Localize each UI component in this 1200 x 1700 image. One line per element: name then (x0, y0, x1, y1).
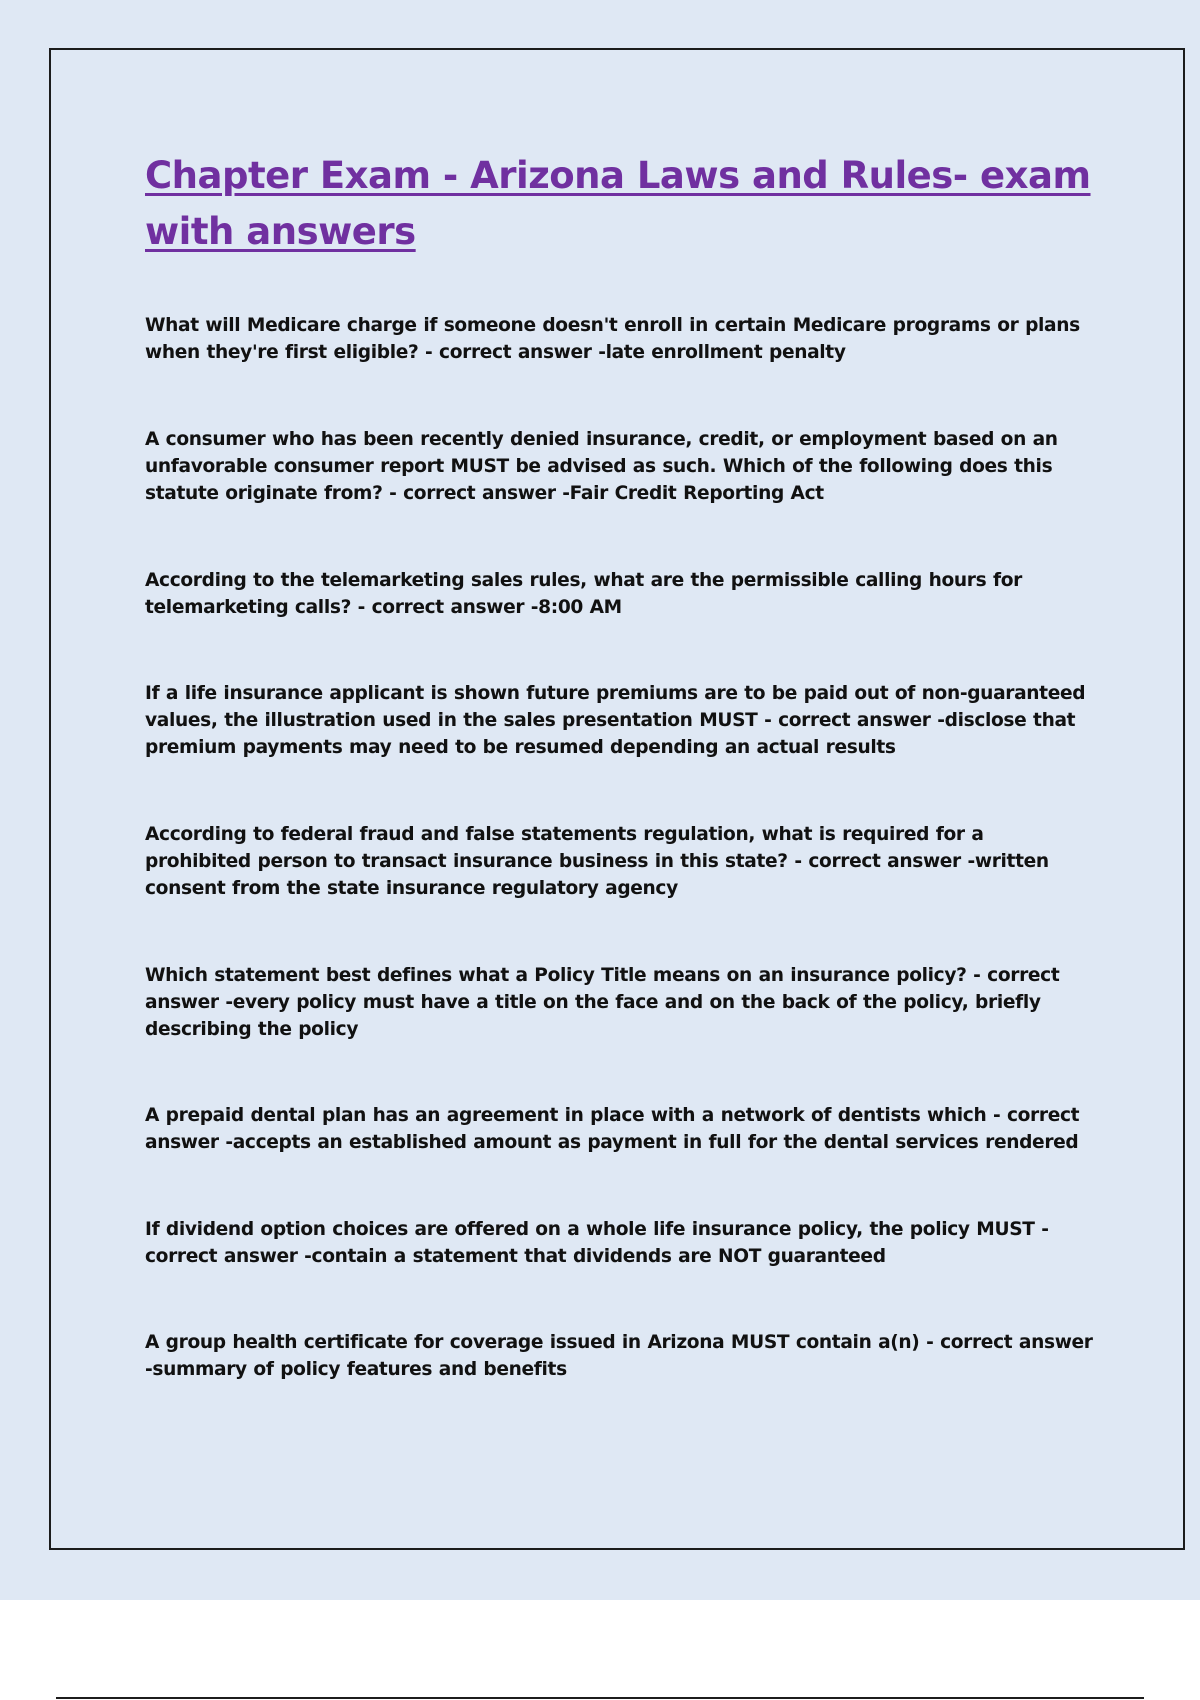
document-title: Chapter Exam - Arizona Laws and Rules- exam with answers (145, 154, 1091, 253)
question-item: What will Medicare charge if someone doesn't enroll in certain Medicare programs or plans when they're first eligible? - correct answer -late enrollment penalty (145, 315, 1080, 363)
page-border (49, 48, 1185, 1550)
question-item: According to federal fraud and false statements regulation, what is required for a prohibited person to transact insurance business in this state? - correct answer -written consent from the state insurance regulatory agency (145, 824, 1049, 899)
question-item: A group health certificate for coverage issued in Arizona MUST contain a(n) - correct answer -summary of policy features and benefits (145, 1332, 1093, 1380)
question-item: A prepaid dental plan has an agreement in place with a network of dentists which - correct answer -accepts an established amount as payment in full for the dental services rendered (145, 1105, 1080, 1153)
question-item: According to the telemarketing sales rules, what are the permissible calling hours for telemarketing calls? - correct answer -8:00 AM (145, 570, 1022, 618)
question-item: A consumer who has been recently denied insurance, credit, or employment based on an unfavorable consumer report MUST be advised as such. Which of the following does this statute originate from? - correct answer -Fair Credit Reporting Act (145, 429, 1058, 504)
question-item: If dividend option choices are offered on a whole life insurance policy, the policy MUST - correct answer -contain a statement that dividends are NOT guaranteed (145, 1219, 1049, 1267)
question-item: Which statement best defines what a Policy Title means on an insurance policy? - correct answer -every policy must have a title on the face and on the back of the policy, briefly describing the policy (145, 965, 1060, 1040)
question-item: If a life insurance applicant is shown future premiums are to be paid out of non-guaranteed values, the illustration used in the sales presentation MUST - correct answer -disclose that premium payments may need to be resumed depending an actual results (145, 683, 1086, 758)
footer-divider (56, 1697, 1144, 1699)
